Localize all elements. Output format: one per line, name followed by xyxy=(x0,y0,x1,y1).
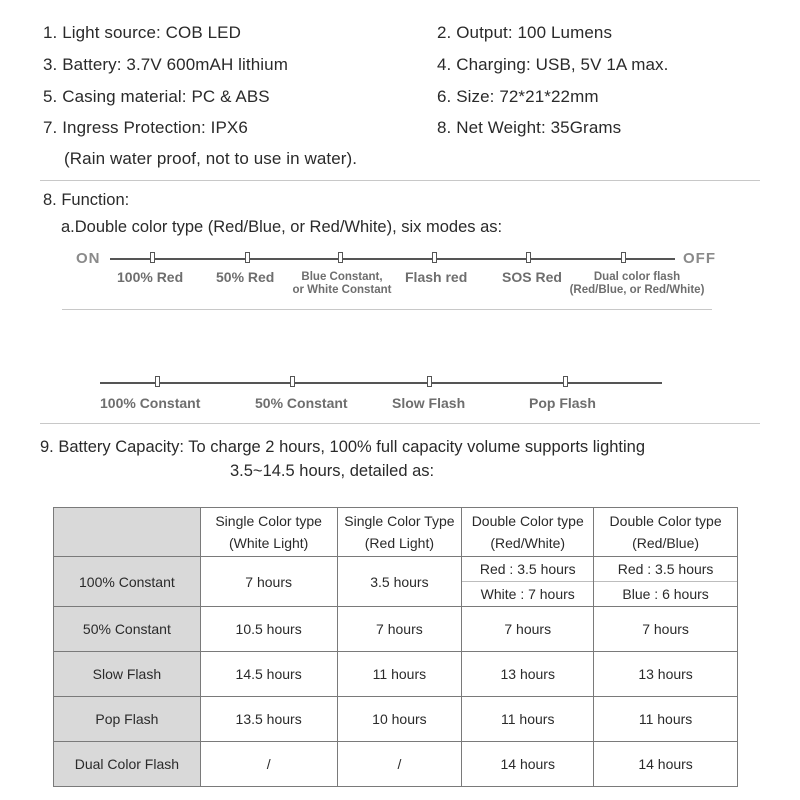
table-cell-split xyxy=(462,557,594,607)
mode-tick xyxy=(338,252,343,263)
table-cell: 7 hours xyxy=(200,557,337,607)
spec-ingress: 7. Ingress Protection: IPX6 xyxy=(43,118,248,137)
table-cell-top: Red : 3.5 hours xyxy=(462,557,593,582)
on-label: ON xyxy=(76,250,101,267)
function-subheading: a.Double color type (Red/Blue, or Red/White), six modes as: xyxy=(61,218,503,236)
divider xyxy=(40,180,760,181)
spec-casing: 5. Casing material: PC & ABS xyxy=(43,87,270,106)
mode-label-flash-red: Flash red xyxy=(405,269,468,285)
mode-label-line: (Red/Blue, or Red/White) xyxy=(569,284,705,296)
mode-label-blue-white-constant xyxy=(284,271,400,297)
table-row-label: Slow Flash xyxy=(54,652,201,697)
mode-label-line: Blue Constant, xyxy=(301,271,383,283)
spec-weight: 8. Net Weight: 35Grams xyxy=(437,118,622,137)
table-cell: 7 hours xyxy=(462,607,594,652)
mode-label-line: Dual color flash xyxy=(593,271,681,283)
table-cell: 14.5 hours xyxy=(200,652,337,697)
spec-ingress-note: (Rain water proof, not to use in water). xyxy=(64,149,358,168)
table-row xyxy=(54,607,738,652)
mode-label-slow-flash: Slow Flash xyxy=(392,395,466,411)
table-cell: 11 hours xyxy=(462,697,594,742)
table-cell: / xyxy=(337,742,462,787)
table-cell-split xyxy=(594,557,738,607)
mode-tick xyxy=(432,252,437,263)
divider xyxy=(40,423,760,424)
table-corner-cell xyxy=(54,508,201,557)
table-cell: 11 hours xyxy=(337,652,462,697)
mode-tick xyxy=(290,376,295,387)
table-row-label: Pop Flash xyxy=(54,697,201,742)
mode-track-single xyxy=(100,382,662,384)
table-header-cell: Single Color Type (Red Light) xyxy=(337,508,462,557)
mode-label-sos-red: SOS Red xyxy=(502,269,562,285)
mode-label-line: or White Constant xyxy=(292,284,392,296)
table-header-row xyxy=(54,508,738,557)
mode-tick xyxy=(526,252,531,263)
table-cell: 10.5 hours xyxy=(200,607,337,652)
mode-label-50-red: 50% Red xyxy=(216,269,275,285)
table-cell: 3.5 hours xyxy=(337,557,462,607)
mode-tick xyxy=(427,376,432,387)
mode-track-double xyxy=(110,258,675,260)
table-row-label: Dual Color Flash xyxy=(54,742,201,787)
mode-tick xyxy=(150,252,155,263)
table-cell: 13.5 hours xyxy=(200,697,337,742)
table-cell: 7 hours xyxy=(337,607,462,652)
table-header-cell: Single Color type (White Light) xyxy=(200,508,337,557)
table-row-label: 100% Constant xyxy=(54,557,201,607)
table-cell: 10 hours xyxy=(337,697,462,742)
mode-tick xyxy=(245,252,250,263)
table-row xyxy=(54,652,738,697)
spec-light-source: 1. Light source: COB LED xyxy=(43,23,241,42)
spec-battery: 3. Battery: 3.7V 600mAH lithium xyxy=(43,55,288,74)
mode-label-100-red: 100% Red xyxy=(117,269,184,285)
table-header-cell: Double Color type (Red/White) xyxy=(462,508,594,557)
table-row xyxy=(54,742,738,787)
off-label: OFF xyxy=(683,250,716,267)
mode-tick xyxy=(155,376,160,387)
mode-tick xyxy=(621,252,626,263)
battery-capacity-subheading: 3.5~14.5 hours, detailed as: xyxy=(230,462,435,480)
table-cell: 14 hours xyxy=(462,742,594,787)
mode-label-pop-flash: Pop Flash xyxy=(529,395,596,411)
table-cell-bottom: White : 7 hours xyxy=(480,586,575,602)
spec-output: 2. Output: 100 Lumens xyxy=(437,23,613,42)
battery-capacity-heading: 9. Battery Capacity: To charge 2 hours, 100% full capacity volume supports lighting xyxy=(40,438,646,456)
mode-label-100-constant: 100% Constant xyxy=(100,395,201,411)
table-header-cell: Double Color type (Red/Blue) xyxy=(594,508,738,557)
spec-charging: 4. Charging: USB, 5V 1A max. xyxy=(437,55,669,74)
table-row-label: 50% Constant xyxy=(54,607,201,652)
table-cell: 11 hours xyxy=(594,697,738,742)
table-cell: 7 hours xyxy=(594,607,738,652)
function-heading: 8. Function: xyxy=(43,191,130,209)
divider xyxy=(62,309,712,310)
table-row xyxy=(54,697,738,742)
table-row xyxy=(54,557,738,607)
mode-tick xyxy=(563,376,568,387)
spec-size: 6. Size: 72*21*22mm xyxy=(437,87,599,106)
table-cell: / xyxy=(200,742,337,787)
table-cell: 14 hours xyxy=(594,742,738,787)
table-cell-bottom: Blue : 6 hours xyxy=(622,586,709,602)
table-cell: 13 hours xyxy=(462,652,594,697)
battery-capacity-table xyxy=(53,507,738,787)
mode-label-50-constant: 50% Constant xyxy=(255,395,348,411)
table-cell: 13 hours xyxy=(594,652,738,697)
table-cell-top: Red : 3.5 hours xyxy=(594,557,737,582)
mode-label-dual-color-flash xyxy=(561,271,713,297)
